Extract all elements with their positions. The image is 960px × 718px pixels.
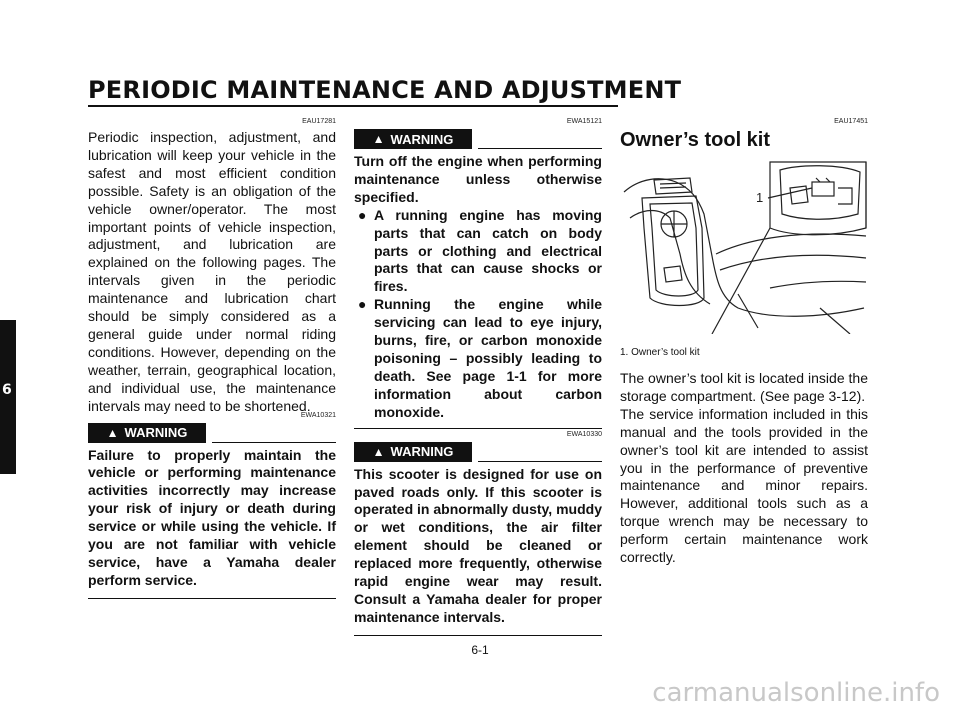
figure-callout: 1 xyxy=(756,190,764,205)
bullet-icon: ● xyxy=(358,296,367,313)
warning-rule xyxy=(212,442,336,443)
warning-text: This scooter is designed for use on paved roads only. If this scooter is operated in abnormally dusty, muddy or wet conditions, the air filter element should be cleaned or replaced more frequently, otherwise rapid engine wear may result. Consult a Yamaha dealer for proper maintenance intervals. xyxy=(354,465,602,625)
warning-triangle-icon: ▲ xyxy=(372,132,385,146)
warning-badge xyxy=(88,423,206,443)
warning-end-rule xyxy=(354,635,602,636)
tool-kit-illustration xyxy=(620,158,868,334)
warning-rule xyxy=(478,461,602,462)
column-2 xyxy=(354,118,602,636)
warning-code: EWA10321 xyxy=(300,411,336,419)
body-paragraph: The service information included in this manual and the tools provided in the owner’s tool kit are intended to assist you in the performance of preventive maintenance and minor repairs. However, additional tools such as a torque wrench may be necessary to perform certain maintenance work correctly. xyxy=(620,405,868,566)
warning-header xyxy=(88,423,336,443)
intro-paragraph: Periodic inspection, adjustment, and lubrication will keep your vehicle in the safest and most efficient condition possible. Safety is an obligation of the vehicle owner/operator. The most important points of vehicle inspection, adjustment, and lubrication are explained on the following pages. The intervals given in the periodic maintenance and lubrication chart should be simply considered as a general guide under normal riding conditions. However, depending on the weather, terrain, geographical location, and individual use, the maintenance intervals may need to be shortened. xyxy=(88,129,336,414)
warning-triangle-icon: ▲ xyxy=(106,425,119,440)
warning-badge xyxy=(354,129,472,149)
warning-triangle-icon: ▲ xyxy=(372,444,385,459)
list-item: ● Running the engine while servicing can lead to eye injury, burns, fire, or carbon monoxide poisoning – possibly leading to death. See page 1-1 for more information about carbon monoxide. xyxy=(358,296,602,420)
header-rule xyxy=(88,105,618,107)
chapter-tab-label: 6 xyxy=(2,382,12,398)
warning-bullet-list xyxy=(354,207,602,422)
warning-code: EWA10330 xyxy=(566,430,602,438)
page-header-title: PERIODIC MAINTENANCE AND ADJUSTMENT xyxy=(88,76,682,104)
figure-caption: 1. Owner’s tool kit xyxy=(620,347,700,358)
warning-text: Failure to properly maintain the vehicle or performing maintenance activities incorrectly may increase your risk of injury or death during service or while using the vehicle. If you are not familiar with vehicle service, have a Yamaha dealer perform service. xyxy=(88,446,336,588)
section-code: EAU17451 xyxy=(834,118,868,125)
page-number: 6-1 xyxy=(471,643,489,657)
chapter-tab xyxy=(0,320,16,474)
section-code: EAU17281 xyxy=(302,118,336,125)
warning-end-rule xyxy=(88,598,336,599)
column-1 xyxy=(88,118,336,599)
column-3 xyxy=(620,118,868,567)
section-title: Owner’s tool kit xyxy=(620,129,771,151)
watermark: carmanualsonline.info xyxy=(652,678,940,708)
warning-label: WARNING xyxy=(124,425,188,440)
warning-code: EWA15121 xyxy=(566,118,602,125)
warning-text: Turn off the engine when performing maintenance unless otherwise specified. xyxy=(354,153,602,205)
warning-rule xyxy=(478,148,602,149)
bullet-icon: ● xyxy=(358,206,367,223)
list-item: ● A running engine has moving parts that can catch on body parts or clothing and electrical parts that can cause shocks or fires. xyxy=(358,206,602,295)
body-paragraph: The owner’s tool kit is located inside the storage compartment. (See page 3-12). xyxy=(620,370,868,404)
warning-header xyxy=(354,129,602,149)
warning-end-rule xyxy=(354,428,602,429)
warning-badge xyxy=(354,442,472,462)
warning-header xyxy=(354,442,602,462)
warning-label: WARNING xyxy=(390,444,454,460)
warning-label: WARNING xyxy=(390,131,454,147)
